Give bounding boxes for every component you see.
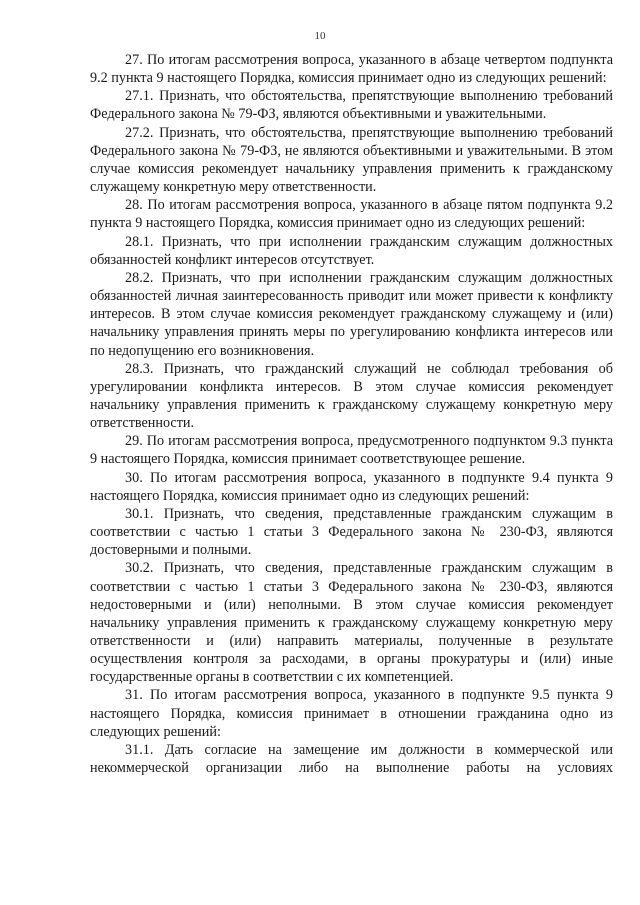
paragraph-28: 28. По итогам рассмотрения вопроса, указанного в абзаце пятом подпункта 9.2 пункта 9 настоящего Порядка, комиссия принимает одно из следующих решений: [90,197,613,232]
paragraph-28-3: 28.3. Признать, что гражданский служащий не соблюдал требования об урегулировании конфликта интересов. В этом случае комиссия рекомендует начальнику управления применить к гражданскому служащему конкретную меру ответственности. [90,360,613,432]
paragraph-30-1: 30.1. Признать, что сведения, представленные гражданским служащим в соответствии с частью 1 статьи 3 Федерального закона № 230-ФЗ, являются достоверными и полными. [90,505,613,559]
paragraph-28-1: 28.1. Признать, что при исполнении гражданским служащим должностных обязанностей конфликт интересов отсутствует. [90,233,613,268]
paragraph-30-2: 30.2. Признать, что сведения, представленные гражданским служащим в соответствии с частью 1 статьи 3 Федерального закона № 230-ФЗ, являются недостоверными и (или) неполными. В этом случае комиссия рекомендует начальнику управления применить к гражданскому служащему конкретную меру ответственности и (или) направить материалы, полученные в результате осуществления контроля за расходами, в органы прокуратуры и (или) иные государственные органы в соответствии с их компетенцией. [90,560,613,686]
paragraph-27-2: 27.2. Признать, что обстоятельства, препятствующие выполнению требований Федерального закона № 79-ФЗ, не являются объективными и уважительными. В этом случае комиссия рекомендует начальнику управления применить к гражданскому служащему конкретную меру ответственности. [90,124,613,196]
page-number: 10 [314,30,326,42]
paragraph-28-2: 28.2. Признать, что при исполнении гражданским служащим должностных обязанностей личная заинтересованность приводит или может привести к конфликту интересов. В этом случае комиссия рекомендует гражданскому служащему и (или) начальнику управления принять меры по урегулированию конфликта интересов или по недопущению его возникновения. [90,269,613,359]
paragraph-30: 30. По итогам рассмотрения вопроса, указанного в подпункте 9.4 пункта 9 настоящего Порядка, комиссия принимает одно из следующих решений: [90,469,613,504]
paragraph-27-1: 27.1. Признать, что обстоятельства, препятствующие выполнению требований Федерального закона № 79-ФЗ, являются объективными и уважительными. [90,88,613,123]
paragraph-29: 29. По итогам рассмотрения вопроса, предусмотренного подпунктом 9.3 пункта 9 настоящего Порядка, комиссия принимает соответствующее решение. [90,433,613,468]
paragraph-31: 31. По итогам рассмотрения вопроса, указанного в подпункте 9.5 пункта 9 настоящего Порядка, комиссия принимает в отношении гражданина одно из следующих решений: [90,687,613,740]
document-body [90,51,613,777]
paragraph-31-1: 31.1. Дать согласие на замещение им должности в коммерческой или некоммерческой организации либо на выполнение работы на условиях [90,741,613,777]
paragraph-27: 27. По итогам рассмотрения вопроса, указанного в абзаце четвертом подпункта 9.2 пункта 9 настоящего Порядка, комиссия принимает одно из следующих решений: [90,52,613,87]
